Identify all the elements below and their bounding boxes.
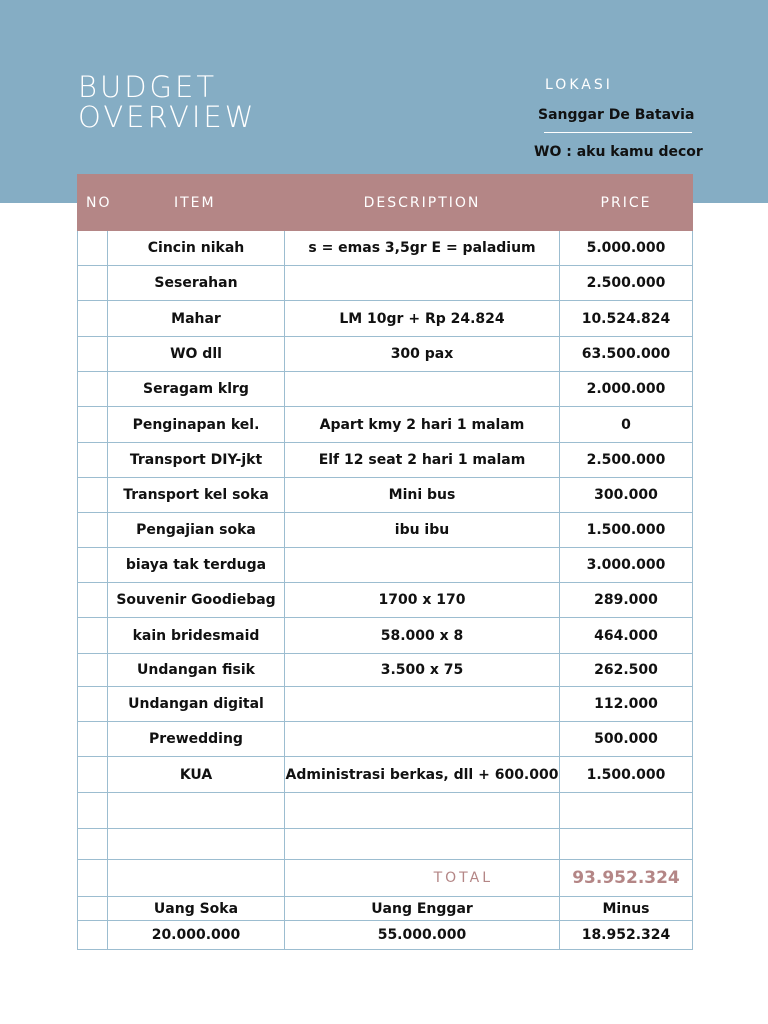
location-label: LOKASI xyxy=(545,77,613,93)
row-item xyxy=(108,793,285,829)
row-description xyxy=(285,793,560,829)
row-description xyxy=(285,372,560,407)
total-value: 93.952.324 xyxy=(560,860,693,897)
table-row xyxy=(78,266,693,301)
row-item: Undangan fisik xyxy=(108,654,285,687)
row-item: Transport kel soka xyxy=(108,478,285,513)
row-no xyxy=(78,618,108,654)
row-item: Pengajian soka xyxy=(108,513,285,548)
row-item: Seserahan xyxy=(108,266,285,301)
total-row xyxy=(78,860,693,897)
row-price: 262.500 xyxy=(560,654,693,687)
table-row xyxy=(78,618,693,654)
row-item: Undangan digital xyxy=(108,687,285,722)
table-row xyxy=(78,654,693,687)
row-no xyxy=(78,443,108,478)
row-price: 464.000 xyxy=(560,618,693,654)
table-row xyxy=(78,583,693,618)
row-description: 300 pax xyxy=(285,337,560,372)
row-description: 58.000 x 8 xyxy=(285,618,560,654)
venue-divider xyxy=(544,132,692,133)
row-item: KUA xyxy=(108,757,285,793)
row-price: 500.000 xyxy=(560,722,693,757)
summary-values-row xyxy=(78,921,693,950)
table-row xyxy=(78,301,693,337)
row-description: 1700 x 170 xyxy=(285,583,560,618)
budget-table xyxy=(77,174,693,950)
row-description: s = emas 3,5gr E = paladium xyxy=(285,231,560,266)
row-no xyxy=(78,407,108,443)
header-item: ITEM xyxy=(108,175,285,231)
table-row xyxy=(78,687,693,722)
table-row xyxy=(78,443,693,478)
row-price: 300.000 xyxy=(560,478,693,513)
summary-label-enggar: Uang Enggar xyxy=(285,897,560,921)
title-line-2: OVERVIEW xyxy=(78,100,257,134)
summary-value-minus: 18.952.324 xyxy=(560,921,693,950)
table-row xyxy=(78,478,693,513)
row-no xyxy=(78,231,108,266)
table-row xyxy=(78,407,693,443)
row-item: WO dll xyxy=(108,337,285,372)
row-no xyxy=(78,793,108,829)
row-price: 2.000.000 xyxy=(560,372,693,407)
table-row xyxy=(78,372,693,407)
row-price: 63.500.000 xyxy=(560,337,693,372)
row-price: 2.500.000 xyxy=(560,266,693,301)
row-item: kain bridesmaid xyxy=(108,618,285,654)
row-price xyxy=(560,829,693,860)
row-description xyxy=(285,829,560,860)
table-row xyxy=(78,757,693,793)
row-item: Seragam klrg xyxy=(108,372,285,407)
row-description xyxy=(285,266,560,301)
row-no xyxy=(78,266,108,301)
title-line-1: BUDGET xyxy=(78,70,218,104)
row-no xyxy=(78,513,108,548)
header-price: PRICE xyxy=(560,175,693,231)
row-no xyxy=(78,583,108,618)
row-description: ibu ibu xyxy=(285,513,560,548)
table-header-row xyxy=(78,175,693,231)
total-label: TOTAL xyxy=(285,860,560,897)
row-price: 289.000 xyxy=(560,583,693,618)
row-item: Mahar xyxy=(108,301,285,337)
header-description: DESCRIPTION xyxy=(285,175,560,231)
row-item: biaya tak terduga xyxy=(108,548,285,583)
row-no xyxy=(78,654,108,687)
summary-label-minus: Minus xyxy=(560,897,693,921)
summary-header-row xyxy=(78,897,693,921)
row-no xyxy=(78,829,108,860)
row-no xyxy=(78,337,108,372)
row-no xyxy=(78,301,108,337)
row-description xyxy=(285,548,560,583)
row-description xyxy=(285,687,560,722)
row-price: 10.524.824 xyxy=(560,301,693,337)
row-price xyxy=(560,793,693,829)
row-no xyxy=(78,687,108,722)
header-no: NO xyxy=(78,175,108,231)
row-price: 0 xyxy=(560,407,693,443)
row-description: Apart kmy 2 hari 1 malam xyxy=(285,407,560,443)
row-description: Elf 12 seat 2 hari 1 malam xyxy=(285,443,560,478)
row-item: Prewedding xyxy=(108,722,285,757)
summary-value-enggar: 55.000.000 xyxy=(285,921,560,950)
row-description: LM 10gr + Rp 24.824 xyxy=(285,301,560,337)
row-description: Administrasi berkas, dll + 600.000 xyxy=(285,757,560,793)
table-row xyxy=(78,337,693,372)
row-no xyxy=(78,478,108,513)
row-price: 2.500.000 xyxy=(560,443,693,478)
row-item xyxy=(108,829,285,860)
summary-no xyxy=(78,897,108,921)
venue-name: Sanggar De Batavia xyxy=(538,107,695,123)
summary-no xyxy=(78,921,108,950)
row-price: 5.000.000 xyxy=(560,231,693,266)
table-row xyxy=(78,548,693,583)
total-item xyxy=(108,860,285,897)
row-price: 1.500.000 xyxy=(560,513,693,548)
wedding-organizer: WO : aku kamu decor xyxy=(534,144,703,160)
row-price: 3.000.000 xyxy=(560,548,693,583)
row-description: Mini bus xyxy=(285,478,560,513)
table-row xyxy=(78,722,693,757)
row-description: 3.500 x 75 xyxy=(285,654,560,687)
row-item: Souvenir Goodiebag xyxy=(108,583,285,618)
table-row xyxy=(78,793,693,829)
page-title xyxy=(78,72,256,132)
table-row xyxy=(78,231,693,266)
table-row xyxy=(78,829,693,860)
row-no xyxy=(78,372,108,407)
row-no xyxy=(78,722,108,757)
summary-value-soka: 20.000.000 xyxy=(108,921,285,950)
row-no xyxy=(78,757,108,793)
row-price: 112.000 xyxy=(560,687,693,722)
row-item: Cincin nikah xyxy=(108,231,285,266)
table-row xyxy=(78,513,693,548)
row-description xyxy=(285,722,560,757)
row-no xyxy=(78,548,108,583)
total-no xyxy=(78,860,108,897)
summary-label-soka: Uang Soka xyxy=(108,897,285,921)
row-item: Transport DIY-jkt xyxy=(108,443,285,478)
row-price: 1.500.000 xyxy=(560,757,693,793)
row-item: Penginapan kel. xyxy=(108,407,285,443)
